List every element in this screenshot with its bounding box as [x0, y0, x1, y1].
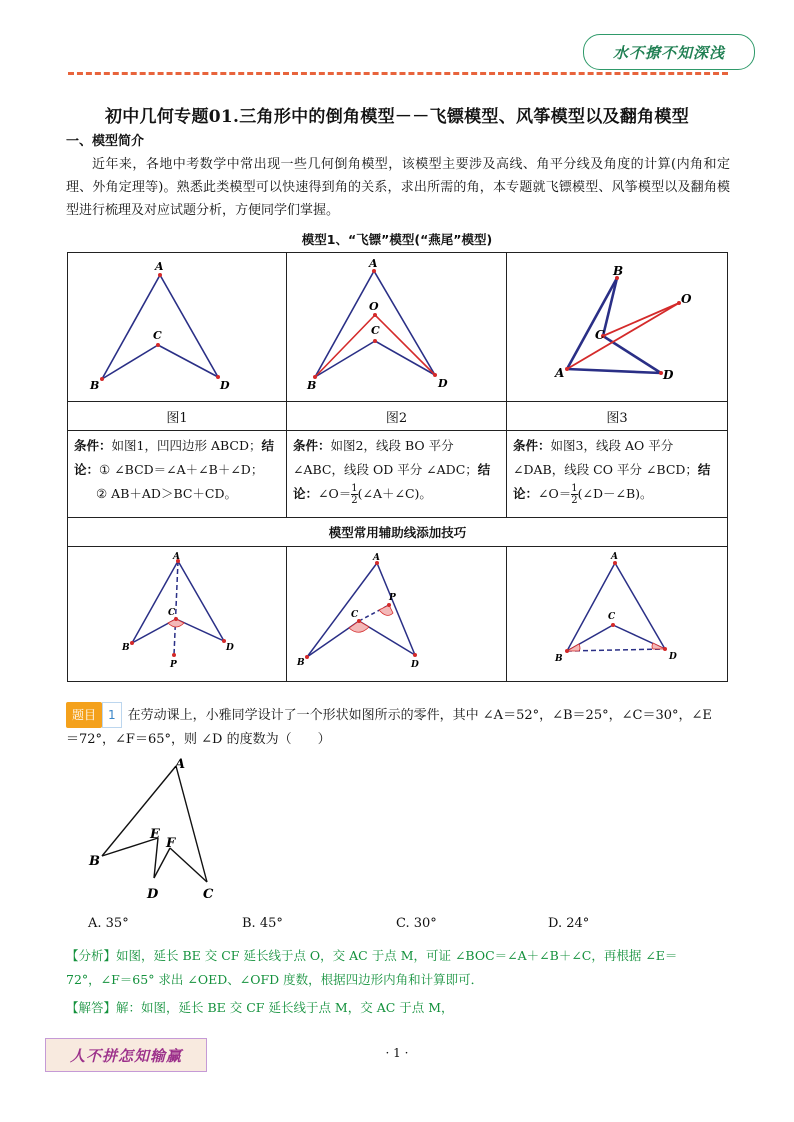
aux1-label-C: C [168, 608, 176, 618]
q1-label-F: F [166, 836, 176, 851]
figure-3 [507, 253, 728, 397]
cond2-concl-label: 结论： [293, 462, 491, 501]
cond2-label: 条件： [293, 438, 331, 453]
aux3-label-A: A [611, 552, 618, 562]
aux1-label-D: D [226, 643, 234, 653]
figure-2-cell [287, 253, 507, 402]
choice-b[interactable]: B. 45° [242, 916, 283, 931]
q1-label-A: A [175, 757, 186, 772]
fig2-label-O: O [369, 300, 379, 313]
figure-2-label: 图2 [287, 402, 507, 431]
figure-3-cell [507, 253, 728, 402]
choice-a[interactable]: A. 35° [88, 916, 129, 931]
cond3-label: 条件： [513, 438, 551, 453]
cond3-fraction: $\frac{1}{2}$ [571, 483, 578, 506]
q1-label-B: B [89, 854, 100, 869]
aux1-label-P: P [170, 660, 177, 670]
model1-caption: 模型1、“飞镖”模型(“燕尾”模型) [301, 232, 493, 247]
fig3-label-O: O [681, 292, 692, 306]
cond3-concl-label: 结论： [513, 462, 711, 501]
figure-3-label: 图3 [507, 402, 728, 431]
aux2-label-C: C [351, 610, 359, 620]
fig2-label-B: B [307, 379, 317, 392]
fig2-label-D: D [438, 377, 448, 390]
question-number: 1 [102, 702, 122, 728]
aux2-label-D: D [411, 660, 419, 670]
aux-figure-3 [507, 547, 728, 677]
choice-c[interactable]: C. 30° [396, 916, 437, 931]
analysis-line2: 72°，∠F＝65° 求出 ∠OED、∠OFD 度数，根据四边形内角和计算即可． [66, 972, 484, 987]
cond2-text: 如图2，线段 BO 平分 ∠ABC，线段 OD 平分 ∠ADC； [293, 438, 478, 477]
fig3-label-D: D [663, 368, 674, 382]
cond1-label: 条件： [74, 438, 112, 453]
solution-block [66, 996, 730, 1020]
figure-2 [287, 253, 507, 397]
cond2-fraction: $\frac{1}{2}$ [351, 483, 358, 506]
fig3-label-C: C [595, 328, 605, 342]
analysis-label: 【分析】 [66, 948, 117, 963]
cond2-concl-tail: (∠A＋∠C)。 [357, 486, 432, 501]
question-line1: 在劳动课上，小雅同学设计了一个形状如图所示的零件，其中 ∠A＝52°，∠B＝25°，∠C＝30°，∠E [127, 708, 712, 723]
intro-paragraph: 近年来，各地中考数学中常出现一些几何倒角模型，该模型主要涉及高线、角平分线及角度的计算(内角和定理、外角定理等)。熟悉此类模型可以快速得到角的关系，求出所需的角，本专题就飞镖模型、风筝模型以及翻角模型进行梳理及对应试题分析，方便同学们掌握。 [66, 157, 730, 218]
solution-label: 【解答】 [66, 1000, 117, 1015]
fig2-label-C: C [371, 324, 380, 337]
cond1-line1: ① ∠BCD＝∠A＋∠B＋∠D； [99, 462, 264, 477]
aux1-label-A: A [173, 552, 180, 562]
cond3-text: 如图3，线段 AO 平分 ∠DAB，线段 CO 平分 ∠BCD； [513, 438, 698, 477]
condition-1 [68, 431, 287, 518]
figure-1-cell [68, 253, 287, 402]
page-number: · 1 · [385, 1046, 409, 1060]
aux1-label-B: B [122, 643, 130, 653]
figure-1 [68, 253, 287, 397]
fig2-label-A: A [369, 257, 378, 270]
header-divider [68, 72, 728, 75]
fig1-label-C: C [153, 329, 162, 342]
question-tag: 题目 [66, 702, 102, 728]
cond1-concl-label: 结论： [74, 438, 274, 477]
solution-line1: 解：如图，延长 BE 交 CF 延长线于点 M，交 AC 于点 M， [116, 1000, 454, 1015]
aux-lines-header: 模型常用辅助线添加技巧 [68, 518, 728, 547]
condition-3 [507, 431, 728, 518]
aux-figure-1-cell [68, 547, 287, 682]
cond3-concl-tail: (∠D－∠B)。 [577, 486, 653, 501]
footer-slogan-badge: 人不拼怎知输赢 [45, 1038, 207, 1072]
model-table [67, 252, 728, 682]
page-title: 初中几何专题01.三角形中的倒角模型－－飞镖模型、风筝模型以及翻角模型 [104, 107, 690, 127]
cond1-line2: ② AB＋AD＞BC＋CD。 [96, 486, 238, 501]
fig1-label-D: D [220, 379, 230, 392]
cond3-concl: ∠O＝ [538, 486, 572, 501]
q1-label-C: C [203, 887, 214, 902]
q1-label-D: D [147, 887, 159, 902]
aux2-label-B: B [297, 658, 305, 668]
aux3-label-D: D [669, 652, 677, 662]
aux-figure-2 [287, 547, 507, 677]
aux3-label-B: B [555, 654, 563, 664]
q1-label-E: E [150, 827, 160, 842]
aux2-label-P: P [389, 593, 396, 603]
section-heading: 一、模型简介 [66, 134, 145, 149]
fig3-label-A: A [555, 366, 565, 380]
aux-figure-1 [68, 547, 287, 677]
fig1-label-B: B [90, 379, 100, 392]
question-1 [66, 702, 730, 752]
cond1-text: 如图1，凹四边形 ABCD； [111, 438, 262, 453]
analysis-block [66, 944, 730, 992]
fig3-label-B: B [613, 264, 624, 278]
aux2-label-A: A [373, 553, 380, 563]
header-slogan-badge: 水不撩不知深浅 [583, 34, 755, 70]
figure-1-label: 图1 [68, 402, 287, 431]
aux-figure-3-cell [507, 547, 728, 682]
aux-figure-2-cell [287, 547, 507, 682]
analysis-line1: 如图，延长 BE 交 CF 延长线于点 O，交 AC 于点 M，可证 ∠BOC＝∠A＋∠B＋∠C，再根据 ∠E＝ [116, 948, 678, 963]
question-line2: ＝72°，∠F＝65°，则 ∠D 的度数为（ ） [66, 732, 331, 747]
choice-d[interactable]: D. 24° [548, 916, 590, 931]
aux3-label-C: C [608, 612, 616, 622]
fig1-label-A: A [155, 260, 164, 273]
condition-2 [287, 431, 507, 518]
question-1-figure [80, 752, 230, 907]
cond2-concl: ∠O＝ [318, 486, 352, 501]
